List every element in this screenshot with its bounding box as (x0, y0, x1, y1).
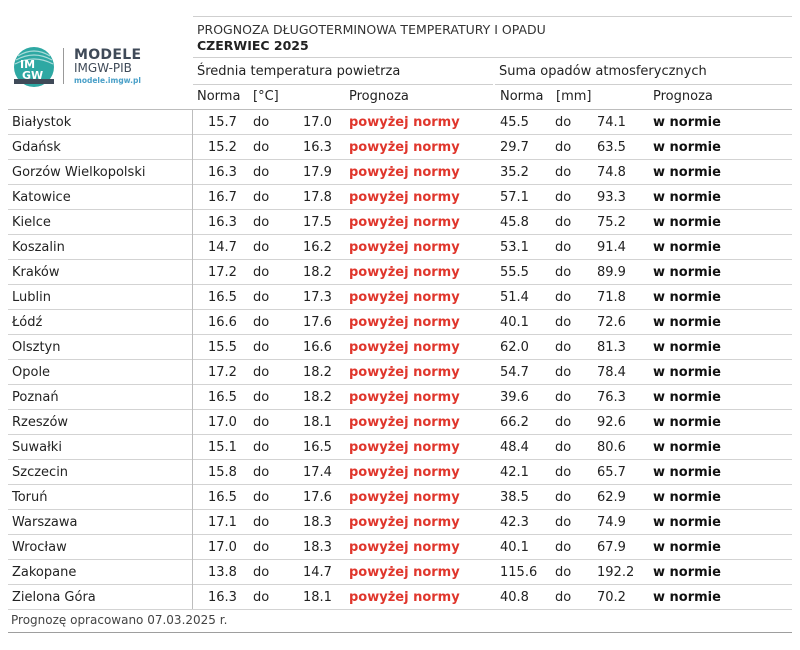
temp-connector: do (253, 465, 270, 480)
rain-forecast-cell: w normie (653, 165, 721, 180)
city-cell: Białystok (12, 115, 72, 130)
rain-forecast-cell: w normie (653, 440, 721, 455)
city-cell: Zakopane (12, 565, 77, 580)
col-header-temp-unit: [°C] (253, 89, 279, 104)
col-header-rain-forecast: Prognoza (653, 89, 713, 104)
temp-connector: do (253, 365, 270, 380)
rain-norm-max-cell: 91.4 (597, 240, 626, 255)
rain-forecast-cell: w normie (653, 590, 721, 605)
temp-norm-min-cell: 16.6 (208, 315, 237, 330)
rain-norm-min-cell: 42.1 (500, 465, 529, 480)
city-cell: Olsztyn (12, 340, 61, 355)
rain-connector: do (555, 140, 572, 155)
temp-connector: do (253, 590, 270, 605)
table-row (8, 160, 792, 185)
table-row (8, 485, 792, 510)
table-row (8, 585, 792, 610)
temp-norm-min-cell: 17.1 (208, 515, 237, 530)
rain-norm-min-cell: 40.1 (500, 315, 529, 330)
rain-norm-min-cell: 51.4 (500, 290, 529, 305)
temp-connector: do (253, 290, 270, 305)
temp-norm-max-cell: 18.2 (303, 390, 332, 405)
rain-norm-min-cell: 66.2 (500, 415, 529, 430)
temp-norm-max-cell: 18.1 (303, 590, 332, 605)
temp-forecast-cell: powyżej normy (349, 215, 460, 230)
rain-forecast-cell: w normie (653, 515, 721, 530)
rain-connector: do (555, 540, 572, 555)
temp-forecast-cell: powyżej normy (349, 490, 460, 505)
table-row (8, 360, 792, 385)
temp-norm-min-cell: 15.2 (208, 140, 237, 155)
table-row (8, 185, 792, 210)
table-row (8, 560, 792, 585)
city-column-divider (192, 110, 193, 609)
rain-norm-max-cell: 92.6 (597, 415, 626, 430)
temp-connector: do (253, 490, 270, 505)
rain-connector: do (555, 590, 572, 605)
col-header-temp-norm: Norma (197, 89, 241, 104)
temp-norm-max-cell: 17.9 (303, 165, 332, 180)
rain-connector: do (555, 340, 572, 355)
temp-norm-min-cell: 17.0 (208, 540, 237, 555)
city-cell: Poznań (12, 390, 59, 405)
rain-norm-min-cell: 35.2 (500, 165, 529, 180)
rain-norm-max-cell: 192.2 (597, 565, 635, 580)
rain-forecast-cell: w normie (653, 265, 721, 280)
table-row (8, 435, 792, 460)
temp-norm-min-cell: 16.5 (208, 290, 237, 305)
rain-connector: do (555, 515, 572, 530)
col-header-rain-unit: [mm] (556, 89, 592, 104)
rain-connector: do (555, 390, 572, 405)
rain-norm-max-cell: 80.6 (597, 440, 626, 455)
temp-norm-min-cell: 15.1 (208, 440, 237, 455)
temp-norm-max-cell: 18.1 (303, 415, 332, 430)
temp-norm-max-cell: 17.0 (303, 115, 332, 130)
temp-norm-max-cell: 16.5 (303, 440, 332, 455)
temp-connector: do (253, 265, 270, 280)
temp-connector: do (253, 440, 270, 455)
rain-forecast-cell: w normie (653, 215, 721, 230)
temp-norm-max-cell: 18.2 (303, 365, 332, 380)
rain-forecast-cell: w normie (653, 290, 721, 305)
rain-forecast-cell: w normie (653, 190, 721, 205)
table-row (8, 260, 792, 285)
city-cell: Gdańsk (12, 140, 61, 155)
temp-norm-max-cell: 17.4 (303, 465, 332, 480)
bottom-divider (8, 632, 792, 633)
rain-norm-min-cell: 39.6 (500, 390, 529, 405)
rain-connector: do (555, 215, 572, 230)
rain-norm-max-cell: 67.9 (597, 540, 626, 555)
city-cell: Suwałki (12, 440, 62, 455)
page-subtitle: CZERWIEC 2025 (197, 38, 309, 53)
rain-connector: do (555, 440, 572, 455)
temp-connector: do (253, 390, 270, 405)
temp-norm-min-cell: 15.5 (208, 340, 237, 355)
city-cell: Katowice (12, 190, 71, 205)
table-row (8, 510, 792, 535)
rain-forecast-cell: w normie (653, 115, 721, 130)
rain-connector: do (555, 365, 572, 380)
temp-connector: do (253, 340, 270, 355)
rain-norm-max-cell: 81.3 (597, 340, 626, 355)
temp-forecast-cell: powyżej normy (349, 590, 460, 605)
table-row (8, 385, 792, 410)
rain-norm-min-cell: 57.1 (500, 190, 529, 205)
rain-norm-max-cell: 74.8 (597, 165, 626, 180)
temp-connector: do (253, 565, 270, 580)
temp-norm-max-cell: 17.8 (303, 190, 332, 205)
temp-forecast-cell: powyżej normy (349, 290, 460, 305)
rain-norm-min-cell: 40.8 (500, 590, 529, 605)
temp-forecast-cell: powyżej normy (349, 390, 460, 405)
temp-connector: do (253, 115, 270, 130)
rain-connector: do (555, 190, 572, 205)
rain-connector: do (555, 240, 572, 255)
rain-norm-min-cell: 62.0 (500, 340, 529, 355)
footer-note: Prognozę opracowano 07.03.2025 r. (11, 613, 228, 627)
temp-connector: do (253, 190, 270, 205)
temp-connector: do (253, 165, 270, 180)
temp-norm-max-cell: 18.3 (303, 540, 332, 555)
group-header-temperature: Średnia temperatura powietrza (197, 64, 401, 79)
col-header-rain-norm: Norma (500, 89, 544, 104)
temp-norm-max-cell: 14.7 (303, 565, 332, 580)
table-row (8, 285, 792, 310)
temp-forecast-cell: powyżej normy (349, 340, 460, 355)
rain-connector: do (555, 565, 572, 580)
rain-norm-min-cell: 55.5 (500, 265, 529, 280)
temp-norm-min-cell: 14.7 (208, 240, 237, 255)
rain-forecast-cell: w normie (653, 140, 721, 155)
rain-norm-max-cell: 71.8 (597, 290, 626, 305)
rain-connector: do (555, 265, 572, 280)
temp-norm-min-cell: 15.7 (208, 115, 237, 130)
temp-norm-min-cell: 16.3 (208, 165, 237, 180)
rain-connector: do (555, 165, 572, 180)
city-cell: Lublin (12, 290, 51, 305)
table-row (8, 460, 792, 485)
temp-forecast-cell: powyżej normy (349, 115, 460, 130)
logo-org: IMGW-PIB (74, 61, 132, 75)
temp-norm-min-cell: 16.7 (208, 190, 237, 205)
group-header-precipitation: Suma opadów atmosferycznych (499, 64, 707, 79)
temp-forecast-cell: powyżej normy (349, 190, 460, 205)
rain-connector: do (555, 490, 572, 505)
temp-forecast-cell: powyżej normy (349, 140, 460, 155)
temp-norm-min-cell: 17.2 (208, 365, 237, 380)
rain-norm-min-cell: 54.7 (500, 365, 529, 380)
temp-norm-max-cell: 17.6 (303, 315, 332, 330)
rain-norm-max-cell: 62.9 (597, 490, 626, 505)
temp-norm-min-cell: 16.5 (208, 390, 237, 405)
page-title: PROGNOZA DŁUGOTERMINOWA TEMPERATURY I OPADU (197, 22, 546, 37)
rain-norm-max-cell: 74.9 (597, 515, 626, 530)
forecast-table (8, 110, 792, 610)
city-cell: Kielce (12, 215, 51, 230)
city-cell: Łódź (12, 315, 43, 330)
temp-norm-min-cell: 17.0 (208, 415, 237, 430)
temp-forecast-cell: powyżej normy (349, 365, 460, 380)
title-divider (193, 57, 792, 58)
temp-norm-max-cell: 17.3 (303, 290, 332, 305)
temp-forecast-cell: powyżej normy (349, 265, 460, 280)
temp-norm-min-cell: 16.3 (208, 590, 237, 605)
temp-norm-max-cell: 18.2 (303, 265, 332, 280)
rain-norm-min-cell: 115.6 (500, 565, 538, 580)
table-row (8, 335, 792, 360)
temp-norm-max-cell: 17.6 (303, 490, 332, 505)
temp-norm-min-cell: 17.2 (208, 265, 237, 280)
temp-connector: do (253, 240, 270, 255)
rain-forecast-cell: w normie (653, 540, 721, 555)
rain-norm-max-cell: 93.3 (597, 190, 626, 205)
rain-norm-max-cell: 63.5 (597, 140, 626, 155)
city-cell: Rzeszów (12, 415, 69, 430)
temp-forecast-cell: powyżej normy (349, 315, 460, 330)
temp-forecast-cell: powyżej normy (349, 240, 460, 255)
city-cell: Toruń (12, 490, 48, 505)
temp-forecast-cell: powyżej normy (349, 565, 460, 580)
temp-norm-min-cell: 15.8 (208, 465, 237, 480)
temp-norm-max-cell: 17.5 (303, 215, 332, 230)
temp-norm-min-cell: 16.5 (208, 490, 237, 505)
rain-connector: do (555, 415, 572, 430)
rain-norm-min-cell: 29.7 (500, 140, 529, 155)
temp-connector: do (253, 140, 270, 155)
rain-norm-min-cell: 42.3 (500, 515, 529, 530)
logo-divider (63, 48, 64, 84)
city-cell: Gorzów Wielkopolski (12, 165, 146, 180)
group-divider-precipitation (495, 84, 792, 85)
rain-connector: do (555, 115, 572, 130)
rain-norm-min-cell: 53.1 (500, 240, 529, 255)
temp-connector: do (253, 540, 270, 555)
temp-connector: do (253, 515, 270, 530)
rain-forecast-cell: w normie (653, 390, 721, 405)
city-cell: Warszawa (12, 515, 78, 530)
city-cell: Wrocław (12, 540, 67, 555)
rain-connector: do (555, 315, 572, 330)
rain-norm-max-cell: 72.6 (597, 315, 626, 330)
table-row (8, 210, 792, 235)
temp-forecast-cell: powyżej normy (349, 465, 460, 480)
temp-connector: do (253, 415, 270, 430)
table-row (8, 110, 792, 135)
temp-norm-max-cell: 16.2 (303, 240, 332, 255)
city-cell: Zielona Góra (12, 590, 96, 605)
rain-norm-max-cell: 65.7 (597, 465, 626, 480)
city-cell: Koszalin (12, 240, 65, 255)
top-divider (193, 16, 792, 17)
rain-norm-min-cell: 48.4 (500, 440, 529, 455)
rain-forecast-cell: w normie (653, 365, 721, 380)
svg-text:GW: GW (22, 69, 44, 82)
temp-norm-max-cell: 18.3 (303, 515, 332, 530)
logo-name: MODELE (74, 47, 142, 63)
rain-norm-max-cell: 74.1 (597, 115, 626, 130)
city-cell: Opole (12, 365, 51, 380)
temp-norm-min-cell: 13.8 (208, 565, 237, 580)
imgw-logo (13, 46, 163, 88)
rain-norm-max-cell: 78.4 (597, 365, 626, 380)
rain-norm-max-cell: 89.9 (597, 265, 626, 280)
table-row (8, 410, 792, 435)
temp-forecast-cell: powyżej normy (349, 440, 460, 455)
temp-norm-min-cell: 16.3 (208, 215, 237, 230)
city-cell: Kraków (12, 265, 60, 280)
city-cell: Szczecin (12, 465, 69, 480)
svg-text:IM: IM (20, 58, 36, 71)
table-row (8, 535, 792, 560)
rain-forecast-cell: w normie (653, 240, 721, 255)
rain-forecast-cell: w normie (653, 490, 721, 505)
temp-norm-max-cell: 16.6 (303, 340, 332, 355)
rain-forecast-cell: w normie (653, 340, 721, 355)
rain-norm-max-cell: 76.3 (597, 390, 626, 405)
table-row (8, 310, 792, 335)
rain-norm-min-cell: 45.5 (500, 115, 529, 130)
rain-connector: do (555, 290, 572, 305)
temp-connector: do (253, 315, 270, 330)
rain-forecast-cell: w normie (653, 415, 721, 430)
col-header-temp-forecast: Prognoza (349, 89, 409, 104)
rain-norm-max-cell: 75.2 (597, 215, 626, 230)
rain-norm-min-cell: 45.8 (500, 215, 529, 230)
temp-forecast-cell: powyżej normy (349, 515, 460, 530)
table-row (8, 135, 792, 160)
table-row (8, 235, 792, 260)
imgw-logo-mark (13, 46, 57, 88)
rain-norm-max-cell: 70.2 (597, 590, 626, 605)
group-divider-temperature (193, 84, 493, 85)
temp-norm-max-cell: 16.3 (303, 140, 332, 155)
rain-norm-min-cell: 38.5 (500, 490, 529, 505)
rain-forecast-cell: w normie (653, 315, 721, 330)
temp-connector: do (253, 215, 270, 230)
rain-norm-min-cell: 40.1 (500, 540, 529, 555)
rain-connector: do (555, 465, 572, 480)
rain-forecast-cell: w normie (653, 465, 721, 480)
temp-forecast-cell: powyżej normy (349, 540, 460, 555)
logo-url: modele.imgw.pl (74, 76, 141, 85)
temp-forecast-cell: powyżej normy (349, 415, 460, 430)
rain-forecast-cell: w normie (653, 565, 721, 580)
temp-forecast-cell: powyżej normy (349, 165, 460, 180)
